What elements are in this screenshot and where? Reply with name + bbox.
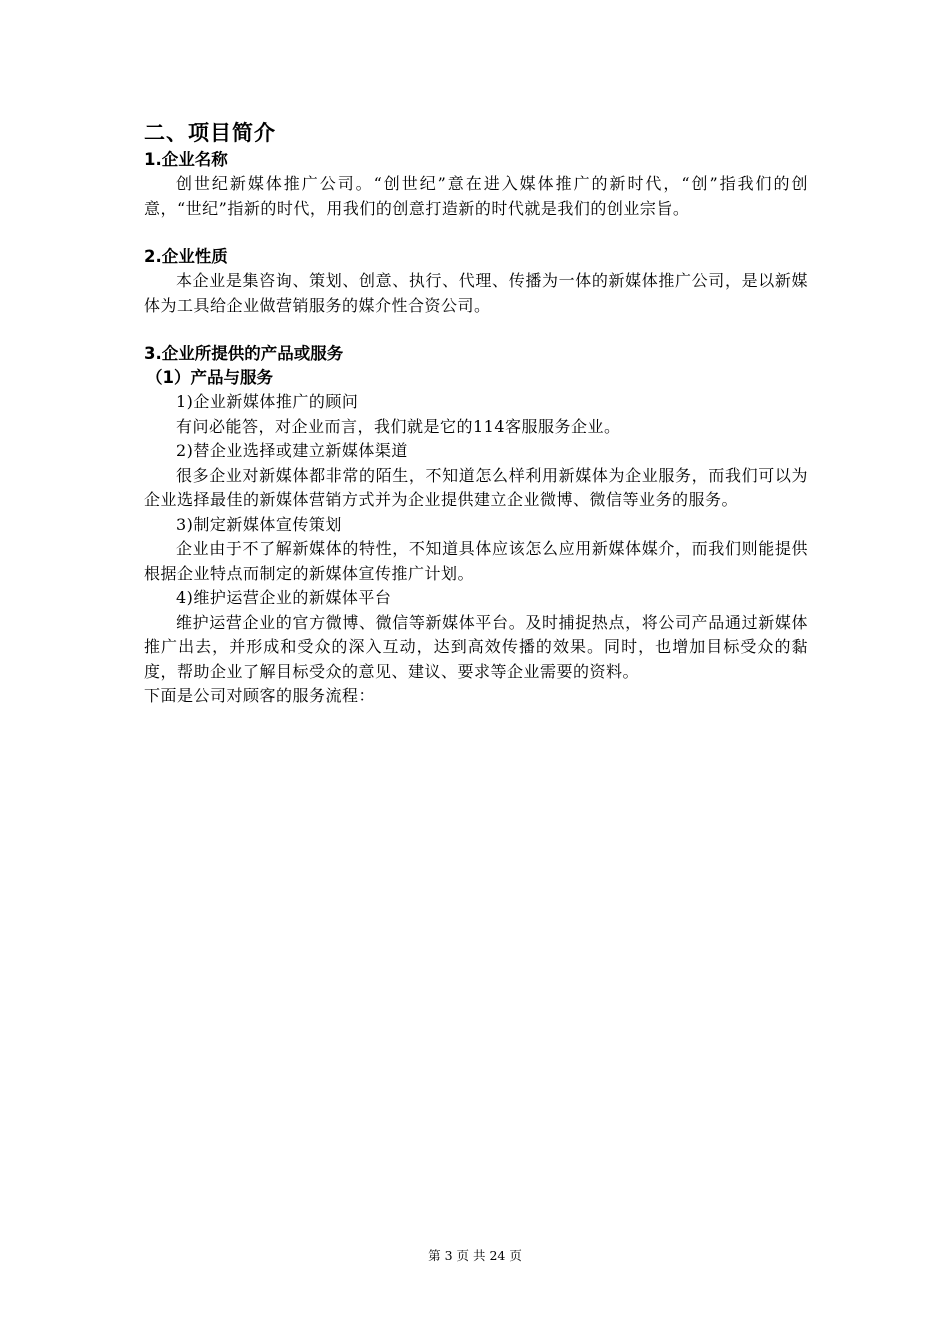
paragraph-company-nature: 本企业是集咨询、策划、创意、执行、代理、传播为一体的新媒体推广公司，是以新媒体为工具给企业做营销服务的媒介性合资公司。	[144, 271, 808, 315]
item-title: 3)制定新媒体宣传策划	[176, 514, 342, 534]
spacer	[144, 221, 808, 245]
closing-line: 下面是公司对顾客的服务流程：	[144, 686, 376, 705]
item-description: 很多企业对新媒体都非常的陌生，不知道怎么样利用新媒体为企业服务，而我们可以为企业选择最佳的新媒体营销方式并为企业提供建立企业微博、微信等业务的服务。	[144, 465, 808, 509]
section-title: 二、项目简介	[144, 121, 276, 145]
subheading-products-services: （1）产品与服务	[146, 368, 273, 387]
item-title: 2)替企业选择或建立新媒体渠道	[176, 441, 408, 460]
heading-products-services: 3.企业所提供的产品或服务	[144, 344, 344, 363]
item-description: 企业由于不了解新媒体的特性，不知道具体应该怎么应用新媒体媒介，而我们则能提供根据企业特点而制定的新媒体宣传推广计划。	[144, 539, 808, 583]
item-title: 1)企业新媒体推广的顾问	[176, 392, 359, 411]
item-description: 维护运营企业的官方微博、微信等新媒体平台。及时捕捉热点，将公司产品通过新媒体推广出去，并形成和受众的深入互动，达到高效传播的效果。同时，也增加目标受众的黏度，帮助企业了解目标受众的意见、建议、要求等企业需要的资料。	[144, 612, 808, 681]
page-footer: 第 3 页 共 24 页	[428, 1248, 522, 1263]
paragraph-company-name: 创世纪新媒体推广公司。“创世纪”意在进入媒体推广的新时代，“创”指我们的创意，“世纪”指新的时代，用我们的创意打造新的时代就是我们的创业宗旨。	[144, 174, 808, 218]
heading-company-nature: 2.企业性质	[144, 247, 228, 266]
spacer	[144, 318, 808, 342]
item-description: 有问必能答，对企业而言，我们就是它的114客服服务企业。	[176, 416, 621, 436]
item-title: 4)维护运营企业的新媒体平台	[176, 588, 392, 607]
document-body	[144, 118, 808, 709]
heading-company-name: 1.企业名称	[144, 150, 228, 169]
